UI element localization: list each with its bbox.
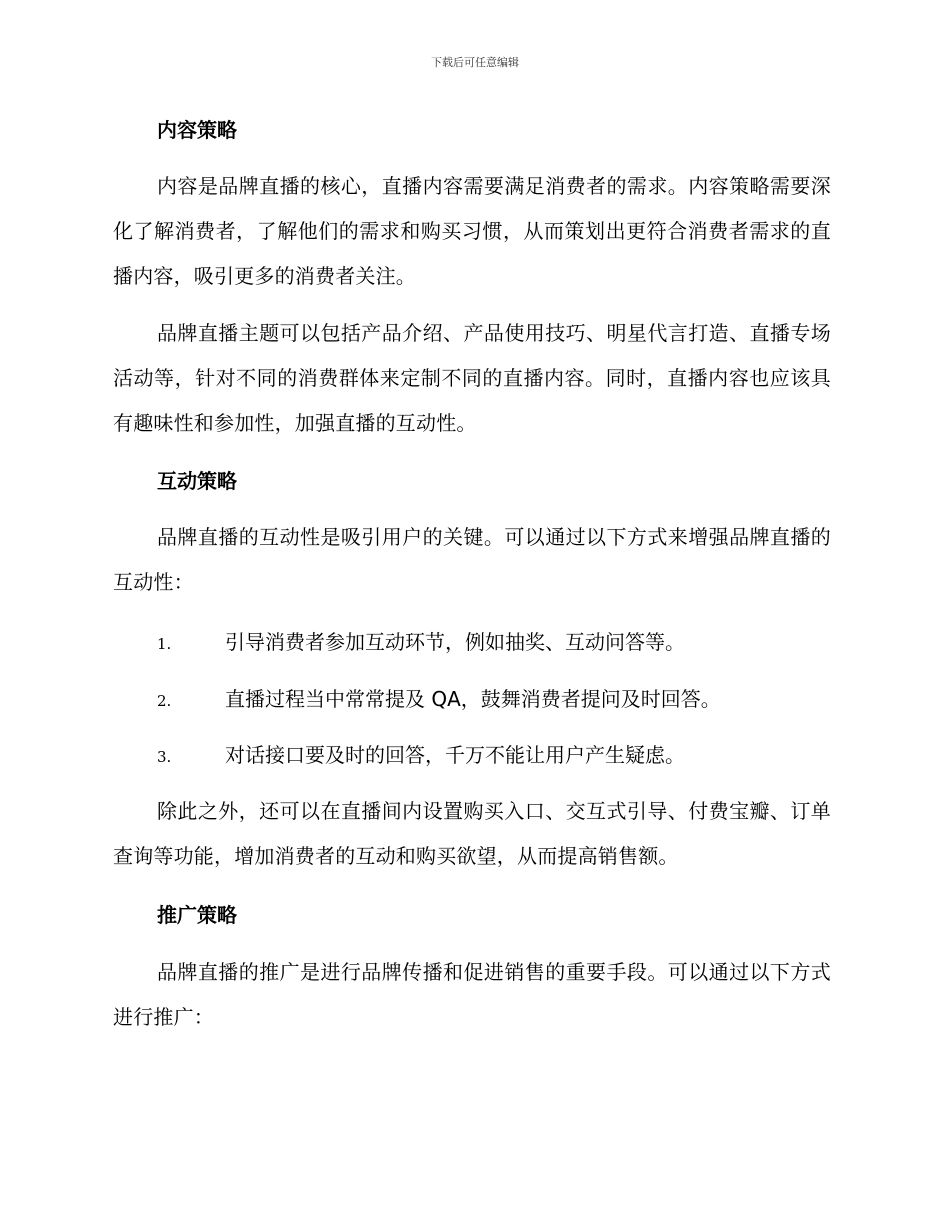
list-item-text: 对话接口要及时的回答，千万不能让用户产生疑虑。 (225, 743, 685, 767)
list-item-text: 直播过程当中常常提及 QA，鼓舞消费者提问及时回答。 (225, 687, 721, 711)
paragraph-interaction-1: 品牌直播的互动性是吸引用户的关键。可以通过以下方式来增强品牌直播的互动性： (113, 525, 831, 594)
paragraph-content-1: 内容是品牌直播的核心，直播内容需要满足消费者的需求。内容策略需要深化了解消费者，了解他们的需求和购买习惯，从而策划出更符合消费者需求的直播内容，吸引更多的消费者关注。 (113, 174, 831, 288)
paragraph-interaction-2: 除此之外，还可以在直播间内设置购买入口、交互式引导、付费宝瓣、订单查询等功能，增加消费者的互动和购买欲望，从而提高销售额。 (113, 799, 831, 868)
page-header-note: 下载后可任意编辑 (431, 56, 519, 69)
section-heading-promotion: 推广策略 (157, 903, 237, 927)
paragraph-content-2: 品牌直播主题可以包括产品介绍、产品使用技巧、明星代言打造、直播专场活动等，针对不同的消费群体来定制不同的直播内容。同时，直播内容也应该具有趣味性和参加性，加强直播的互动性。 (113, 321, 831, 435)
list-item-text: 引导消费者参加互动环节，例如抽奖、互动问答等。 (225, 630, 685, 654)
list-item-number: 3. (157, 748, 172, 766)
list-item (157, 741, 831, 771)
section-heading-interaction: 互动策略 (157, 469, 237, 493)
list-item-number: 1. (157, 635, 172, 653)
list-item-number: 2. (157, 692, 172, 710)
list-item (157, 685, 831, 715)
list-item (157, 628, 831, 658)
section-heading-content: 内容策略 (157, 118, 237, 142)
paragraph-promotion-1: 品牌直播的推广是进行品牌传播和促进销售的重要手段。可以通过以下方式进行推广： (113, 960, 831, 1029)
